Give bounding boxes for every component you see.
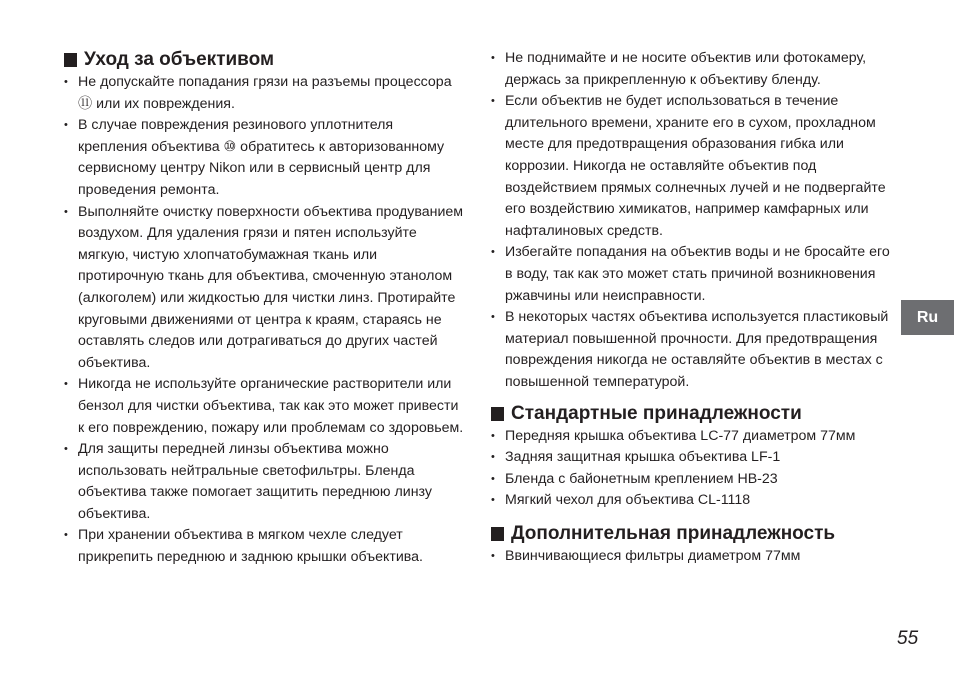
list-item: • Ввинчивающиеся фильтры диаметром 77мм [491,546,891,568]
section-heading-optional-accessories [491,522,891,546]
square-bullet-icon [491,527,504,541]
optional-accessories-list [491,546,891,568]
page-number: 55 [897,628,919,649]
list-item: • Если объектив не будет использоваться в течение длительного времени, храните его в сухом, прохладном месте для предотвращения образования гибка или коррозии. Никогда не оставляйте объектив под воздействием прямых солнечных лучей и не подвергайте его воздействию химикатов, например камфарных или нафталиновых средств. [491,91,891,242]
list-item: • Бленда с байонетным креплением HB-23 [491,469,891,491]
heading-text: Уход за объективом [84,49,275,70]
list-item: • Избегайте попадания на объектив воды и не бросайте его в воду, так как это может стать причиной возникновения ржавчины или неисправности. [491,242,891,307]
list-item: • Никогда не используйте органические растворители или бензол для чистки объектива, так как это может привести к его повреждению, пожару или проблемам со здоровьем. [64,374,464,439]
list-item: • Выполняйте очистку поверхности объектива продуванием воздухом. Для удаления грязи и пятен используйте мягкую, чистую хлопчатобумажная ткань или протирочную ткань для объектива, смоченную этанолом (алкоголем) или жидкостью для чистки линз. Протирайте круговыми движениями от центра к краям, стараясь не оставлять следов или дотрагиваться до других частей объектива. [64,202,464,375]
list-item: • Для защиты передней линзы объектива можно использовать нейтральные светофильтры. Бленда объектива также помогает защитить переднюю линзу объектива. [64,439,464,525]
list-item: • Не допускайте попадания грязи на разъемы процессора ⑪ или их повреждения. [64,72,464,115]
standard-accessories-list [491,426,891,512]
heading-text: Дополнительная принадлежность [511,522,836,544]
language-tab: Ru [901,300,954,335]
list-item: • В случае повреждения резинового уплотнителя крепления объектива ⑩ обратитесь к авторизованному сервисному центру Nikon или в сервисный центр для проведения ремонта. [64,115,464,201]
lens-care-list-continued [491,48,891,394]
list-item: • В некоторых частях объектива используется пластиковый материал повышенной прочности. Для предотвращения повреждения никогда не оставляйте объектив в местах с повышенной температурой. [491,307,891,393]
list-item: • Передняя крышка объектива LC-77 диаметром 77мм [491,426,891,448]
list-item: • При хранении объектива в мягком чехле следует прикрепить переднюю и заднюю крышки объектива. [64,525,464,568]
square-bullet-icon [64,53,77,67]
left-column [64,48,464,569]
list-item: • Задняя защитная крышка объектива LF-1 [491,447,891,469]
right-column [491,48,891,567]
list-item: • Не поднимайте и не носите объектив или фотокамеру, держась за прикрепленную к объективу бленду. [491,48,891,91]
heading-text: Стандартные принадлежности [511,402,802,424]
section-heading-lens-care [64,48,464,72]
section-heading-standard-accessories [491,402,891,426]
lens-care-list [64,72,464,569]
square-bullet-icon [491,407,504,421]
list-item: • Мягкий чехол для объектива CL-1118 [491,490,891,512]
